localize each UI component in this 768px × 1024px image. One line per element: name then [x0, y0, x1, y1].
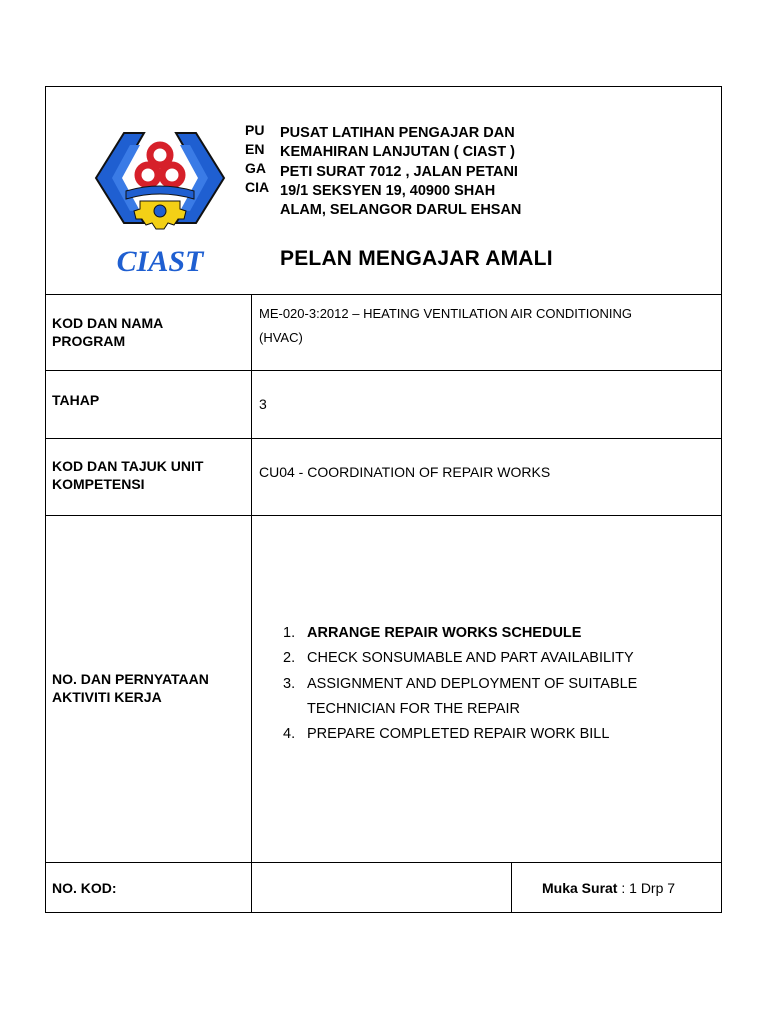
logo-text: CIAST — [116, 245, 204, 278]
activity-text: ARRANGE REPAIR WORKS SCHEDULE — [307, 625, 582, 641]
activity-item — [283, 722, 637, 747]
side-letters — [245, 121, 275, 197]
tahap-label: TAHAP — [52, 392, 100, 408]
program-value-line: ME-020-3:2012 – HEATING VENTILATION AIR CONDITIONING — [259, 306, 632, 321]
activity-text: TECHNICIAN FOR THE REPAIR — [307, 700, 520, 717]
activities-label — [52, 671, 209, 706]
activity-text: PREPARE COMPLETED REPAIR WORK BILL — [307, 726, 610, 743]
page-number — [542, 880, 675, 896]
kod-label-cell — [46, 863, 252, 912]
org-line: PETI SURAT 7012 , JALAN PETANI — [280, 163, 518, 180]
activity-list — [283, 621, 637, 747]
side-letter: GA — [245, 160, 266, 176]
page-value: : 1 Drp 7 — [621, 880, 676, 896]
program-value-line: (HVAC) — [259, 330, 303, 345]
tahap-value: 3 — [259, 396, 267, 412]
program-row — [46, 294, 721, 371]
activities-row — [46, 516, 721, 863]
unit-value: CU04 - COORDINATION OF REPAIR WORKS — [259, 464, 551, 480]
unit-label-cell — [46, 439, 252, 515]
program-label-line: KOD DAN NAMA — [52, 315, 164, 331]
program-label-cell — [46, 294, 252, 370]
ciast-logo — [90, 123, 230, 283]
side-letter: CIA — [245, 179, 270, 195]
org-line: ALAM, SELANGOR DARUL EHSAN — [280, 202, 522, 219]
document-title: PELAN MENGAJAR AMALI — [280, 247, 553, 270]
activity-item — [283, 672, 637, 723]
org-line: KEMAHIRAN LANJUTAN ( CIAST ) — [280, 144, 515, 161]
program-label — [52, 315, 163, 350]
side-letter: PU — [245, 122, 265, 138]
activity-item — [283, 646, 637, 671]
activity-text: CHECK SONSUMABLE AND PART AVAILABILITY — [307, 650, 634, 667]
activities-label-line: NO. DAN PERNYATAAN — [52, 671, 209, 687]
kod-value-cell — [252, 863, 512, 912]
activity-text: ASSIGNMENT AND DEPLOYMENT OF SUITABLE — [307, 675, 638, 692]
side-letter: EN — [245, 141, 265, 157]
organization-address — [280, 124, 580, 220]
tahap-label-cell — [46, 371, 252, 438]
program-value — [259, 302, 704, 350]
unit-label — [52, 458, 203, 493]
unit-label-line: KOD DAN TAJUK UNIT — [52, 458, 204, 474]
document-header — [46, 87, 721, 295]
activity-number: 3. — [283, 675, 296, 692]
document-sheet — [45, 86, 722, 913]
org-line: 19/1 SEKSYEN 19, 40900 SHAH — [280, 182, 496, 199]
unit-label-line: KOMPETENSI — [52, 475, 145, 492]
activity-item — [283, 621, 637, 646]
activity-number: 2. — [283, 650, 296, 667]
unit-row — [46, 439, 721, 516]
page-label: Muka Surat — [542, 880, 618, 896]
activities-label-line: AKTIVITI KERJA — [52, 688, 162, 705]
program-label-line: PROGRAM — [52, 332, 126, 349]
activity-number: 1. — [283, 625, 296, 641]
kod-label: NO. KOD: — [52, 880, 117, 896]
org-line: PUSAT LATIHAN PENGAJAR DAN — [280, 125, 515, 141]
tahap-row — [46, 371, 721, 439]
activities-label-cell — [46, 516, 252, 862]
activity-number: 4. — [283, 726, 296, 743]
kod-row — [46, 863, 721, 912]
